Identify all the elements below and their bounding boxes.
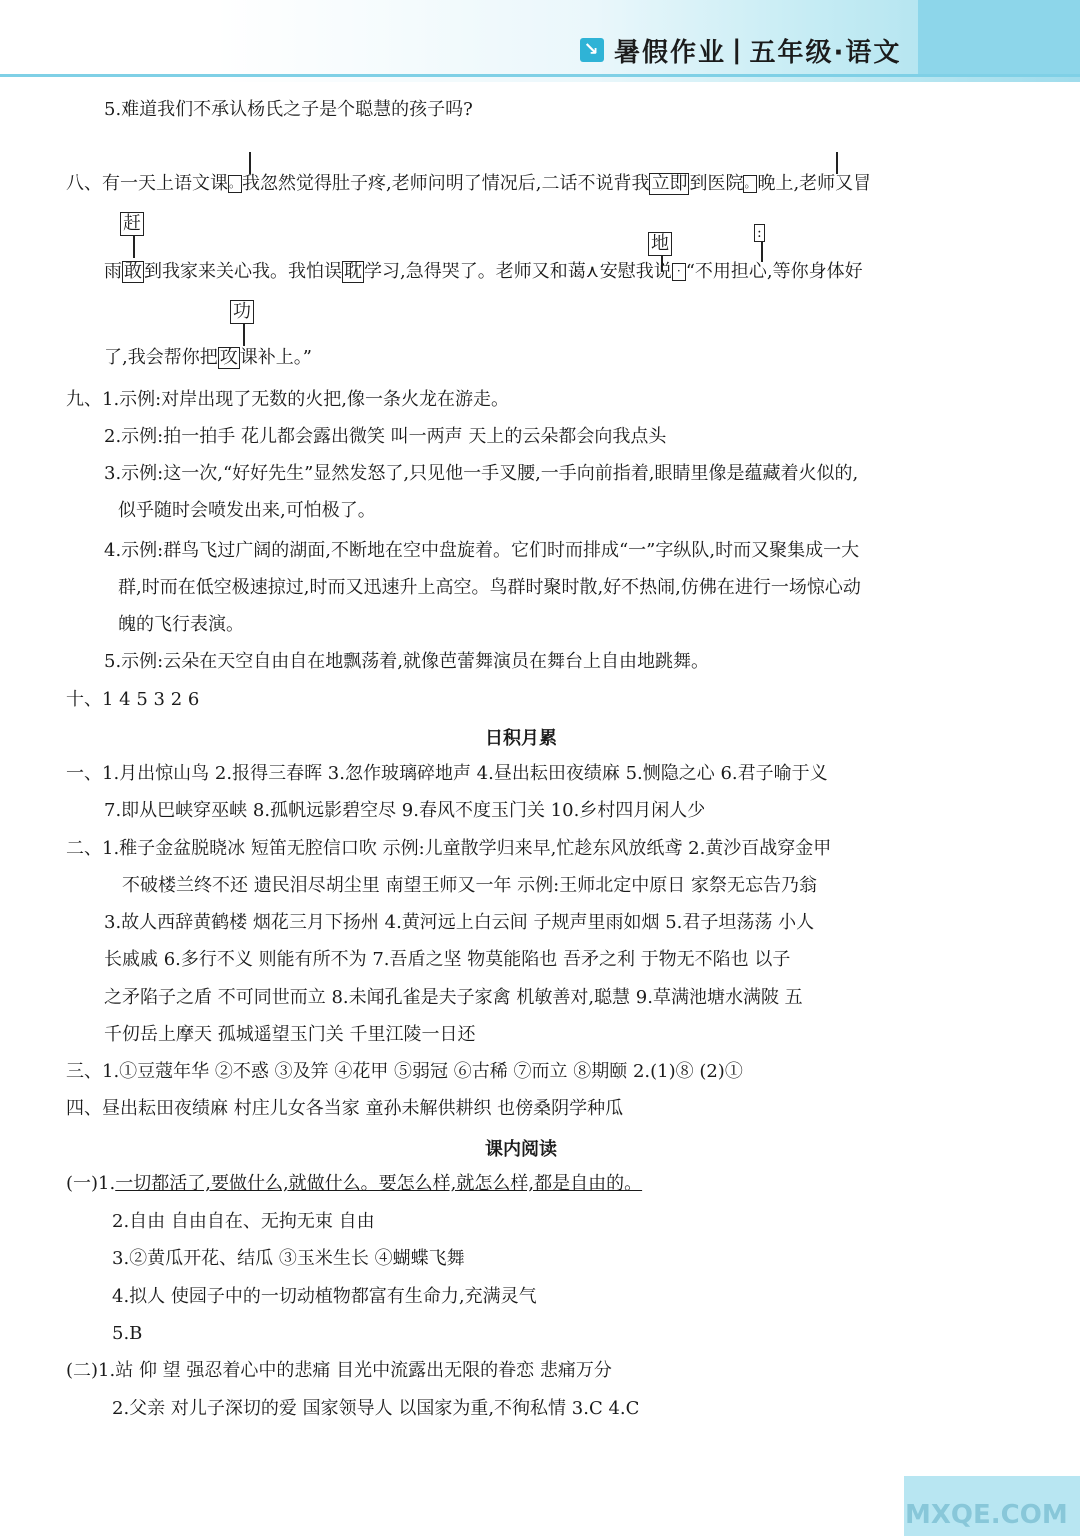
text-span: “不用担心,等你身体好 — [685, 261, 863, 282]
answer-line: 3.故人西辞黄鹤楼 烟花三月下扬州 4.黄河远上白云间 子规声里雨如烟 5.君子坦荡荡 小人 — [104, 912, 815, 933]
header-rule — [0, 74, 1080, 77]
answer-line: 5.B — [112, 1323, 143, 1344]
answer-line: 九、1.示例:对岸出现了无数的火把,像一条火龙在游走。 — [66, 389, 509, 410]
section-title: 课内阅读 — [485, 1139, 557, 1160]
text-span: 到医院 — [689, 173, 744, 194]
answer-line: 7.即从巴峡穿巫峡 8.孤帆远影碧空尽 9.春风不度玉门关 10.乡村四月闲人少 — [104, 800, 706, 821]
text-span: 课补上。” — [239, 347, 312, 368]
mark-stem — [249, 152, 251, 174]
answer-line: (二)1.站 仰 望 强忍着心中的悲痛 目光中流露出无限的眷恋 悲痛万分 — [66, 1360, 612, 1381]
text-span: 学习,急得哭了。老师又和蔼 — [364, 261, 586, 282]
text-span: 安慰我说 — [599, 261, 672, 282]
mark-stem — [133, 236, 135, 258]
text-span: 了,我会帮你把 — [104, 347, 218, 368]
answer-line: 二、1.稚子金盆脱晓冰 短笛无腔信口吹 示例:儿童散学归来早,忙趁东风放纸鸢 2.黄沙百战穿金甲 — [66, 838, 832, 859]
text-span: 晚上,老师又冒 — [757, 173, 872, 194]
answer-line: 5.难道我们不承认杨氏之子是个聪慧的孩子吗? — [104, 99, 473, 120]
text-span: 我忽然觉得肚子疼,老师问明了情况后,二话不说背我 — [242, 173, 650, 194]
boxed-word: 敢 — [124, 261, 142, 282]
correction-mark: : — [754, 224, 765, 242]
answer-line: 长戚戚 6.多行不义 则能有所不为 7.吾盾之坚 物莫能陷也 吾矛之利 于物无不陷也 以子 — [104, 949, 791, 970]
answer-line — [66, 1172, 642, 1196]
correction-mark: 功 — [230, 300, 254, 324]
mark-stem — [836, 152, 838, 174]
punct-mark: 。 — [743, 175, 757, 193]
section-title: 日积月累 — [485, 728, 557, 749]
mark-stem — [243, 324, 245, 346]
answer-line: 四、昼出耘田夜绩麻 村庄儿女各当家 童孙未解供耕织 也傍桑阴学种瓜 — [66, 1098, 624, 1119]
answer-line: 魄的飞行表演。 — [118, 614, 244, 635]
answer-line: 之矛陷子之盾 不可同世而立 8.未闻孔雀是夫子家禽 机敏善对,聪慧 9.草满池塘水满陂 五 — [104, 987, 803, 1008]
answer-line: 三、1.①豆蔻年华 ②不惑 ③及笄 ④花甲 ⑤弱冠 ⑥古稀 ⑦而立 ⑧期颐 2.(1)⑧ (2)① — [66, 1061, 743, 1082]
page-header — [580, 30, 901, 70]
text-span: (一)1. — [66, 1173, 116, 1194]
answer-line-8 — [66, 172, 871, 196]
text-span: 八、有一天上语文课 — [66, 173, 228, 194]
correction-mark: 地 — [648, 232, 672, 256]
header-separator: | — [732, 35, 744, 65]
header-tab — [918, 0, 1080, 74]
mark-stem — [761, 242, 763, 262]
boxed-word: 耽 — [344, 261, 362, 282]
answer-line-8c — [104, 346, 312, 370]
watermark: MXQE.COM — [905, 1500, 1068, 1530]
answer-line: 似乎随时会喷发出来,可怕极了。 — [118, 500, 376, 521]
answer-line: 4.示例:群鸟飞过广阔的湖面,不断地在空中盘旋着。它们时而排成“一”字纵队,时而又聚集成一大 — [104, 540, 860, 561]
boxed-word: 立即 — [651, 173, 688, 194]
answer-line: 2.示例:拍一拍手 花儿都会露出微笑 叫一两声 天上的云朵都会向我点头 — [104, 426, 667, 447]
header-title-grade: 五年级·语文 — [749, 37, 902, 68]
answer-line: 十、1 4 5 3 2 6 — [66, 689, 200, 710]
answer-line: 3.示例:这一次,“好好先生”显然发怒了,只见他一手叉腰,一手向前指着,眼睛里像是蕴藏着火似的, — [104, 463, 859, 484]
header-title-main: 暑假作业 — [614, 37, 727, 68]
answer-line-8b — [104, 260, 863, 284]
boxed-word: 攻 — [219, 347, 238, 368]
answer-line: 4.拟人 使园子中的一切动植物都富有生命力,充满灵气 — [112, 1286, 537, 1307]
text-span: 雨 — [104, 261, 122, 282]
text-span: 到我家来关心我。我怕误 — [144, 261, 342, 282]
arrow-icon: ↘ — [580, 38, 604, 62]
answer-line: 群,时而在低空极速掠过,时而又迅速升上高空。鸟群时聚时散,好不热闹,仿佛在进行一场惊心动 — [118, 577, 861, 598]
punct-mark: 。 — [228, 175, 242, 193]
insert-caret: ⋏ — [585, 261, 599, 282]
answer-line: 2.父亲 对儿子深切的爱 国家领导人 以国家为重,不徇私情 3.C 4.C — [112, 1398, 640, 1419]
answer-line: 不破楼兰终不还 遗民泪尽胡尘里 南望王师又一年 示例:王师北定中原日 家祭无忘告乃翁 — [122, 875, 817, 896]
answer-line: 千仞岳上摩天 孤城遥望玉门关 千里江陵一日还 — [104, 1024, 476, 1045]
punct-mark: · — [672, 263, 686, 281]
answer-line: 5.示例:云朵在天空自由自在地飘荡着,就像芭蕾舞演员在舞台上自由地跳舞。 — [104, 651, 709, 672]
answer-line: 3.②黄瓜开花、结瓜 ③玉米生长 ④蝴蝶飞舞 — [112, 1248, 465, 1269]
answer-line: 2.自由 自由自在、无拘无束 自由 — [112, 1211, 375, 1232]
correction-mark: 赶 — [120, 212, 144, 236]
underlined-text: 一切都活了,要做什么,就做什么。要怎么样,就怎么样,都是自由的。 — [115, 1173, 643, 1194]
answer-line: 一、1.月出惊山鸟 2.报得三春晖 3.忽作玻璃碎地声 4.昼出耘田夜绩麻 5.恻隐之心 6.君子喻于义 — [66, 763, 828, 784]
